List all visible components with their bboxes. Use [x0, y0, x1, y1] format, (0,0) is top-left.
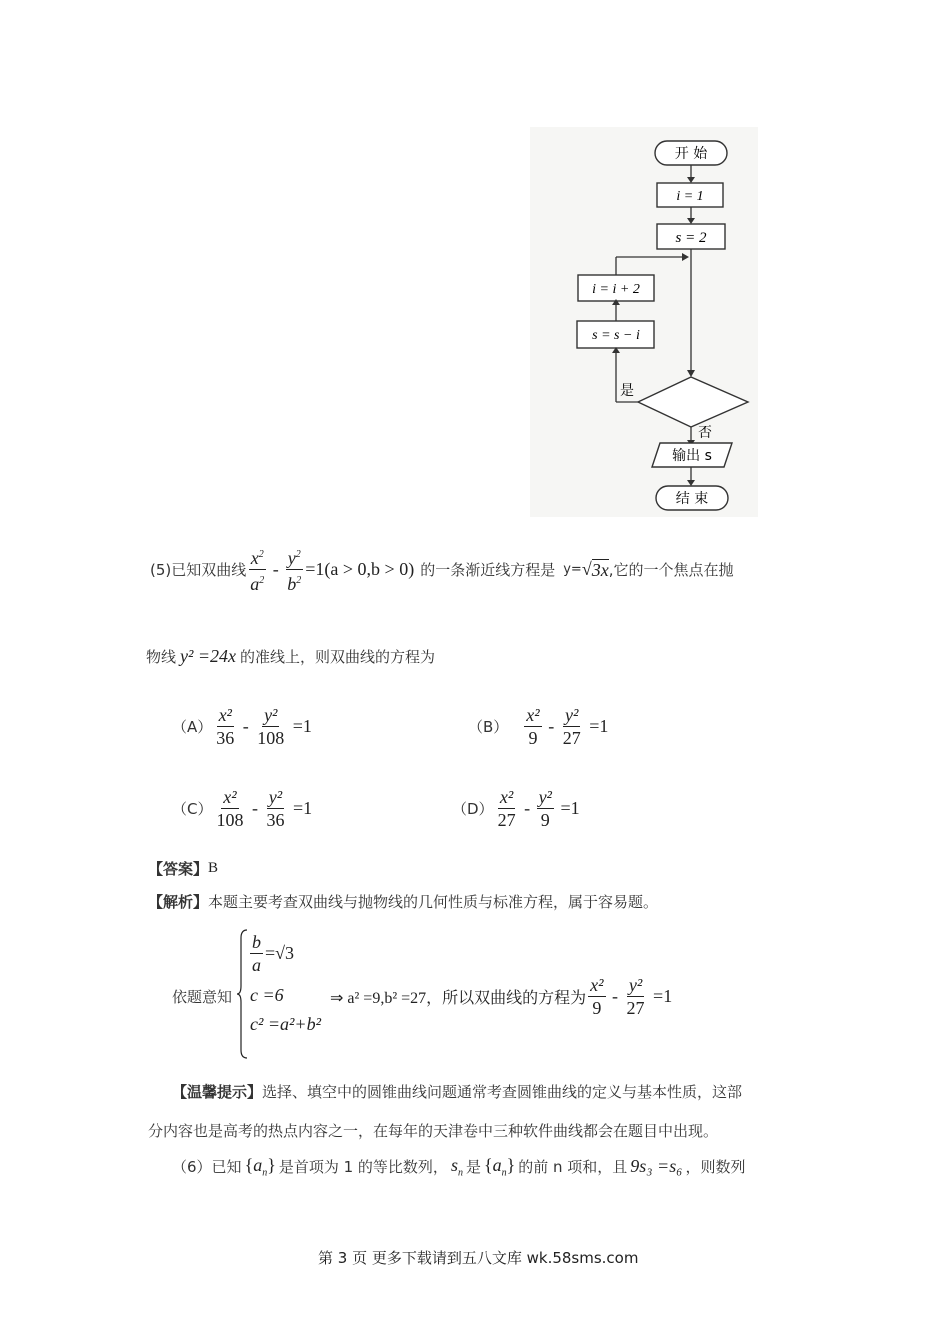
option-a-den1: 36 [216, 728, 235, 748]
q5-frac-x: $\frac{x^2}{a^2}$ [248, 545, 266, 594]
q5-line2-end: 的准线上，则双曲线的方程为 [240, 648, 436, 666]
q5-parabola: y² =24x [180, 646, 237, 666]
option-c-num2: y² [268, 787, 283, 807]
tip-text1: 选择、填空中的圆锥曲线问题通常考查圆锥曲线的定义与基本性质，这部 [262, 1083, 743, 1101]
flow-end-text: 结 束 [675, 491, 709, 507]
q5-intro: 已知双曲线 [171, 561, 247, 579]
option-d-den1: 27 [497, 810, 516, 830]
flow-no-label: 否 [698, 425, 712, 441]
q5-asymptote-prefix: y= [563, 562, 582, 577]
flow-output-text: 输出 s [672, 448, 712, 464]
option-b-num1: x² [526, 705, 540, 725]
tip-text2: 分内容也是高考的热点内容之一，在每年的天津卷中三种软件曲线都会在题目中出现。 [148, 1122, 719, 1140]
q6-text3: 是 [465, 1158, 481, 1177]
flow-yes-label: 是 [620, 383, 634, 399]
analysis-line [148, 891, 658, 912]
q6-text4: 的前 n 项和，且 [518, 1158, 628, 1177]
option-c-den2: 36 [266, 810, 285, 830]
final-num2: y² [628, 975, 643, 995]
system-eq3: c² =a²+b² [250, 1014, 321, 1034]
q5-text-end: ,它的一个焦点在抛 [608, 561, 734, 579]
final-den1: 9 [592, 998, 602, 1018]
result-text: ⇒ a² =9,b² =27，所以双曲线的方程为 [330, 990, 587, 1007]
q5-condition: =1(a > 0,b > 0) [305, 559, 415, 579]
flow-update-i-text: i = i + 2 [592, 282, 640, 297]
by-meaning: 依题意知 [172, 988, 233, 1006]
q5-number: (5) [150, 560, 172, 579]
option-a[interactable]: （A） $\frac{\text{x²}}{36}$ - $\frac{\text{y²}}{108}$ =1 [172, 705, 312, 748]
option-b-num2: y² [564, 705, 579, 725]
option-d-num2: y² [538, 787, 552, 807]
tip-label: 【温馨提示】 [172, 1083, 263, 1101]
option-b-den2: 27 [562, 728, 581, 748]
system-eq2: c =6 [250, 985, 284, 1005]
answer-value: B [208, 860, 219, 876]
option-a-den2: 108 [257, 728, 285, 748]
q6-cond: 9s₃ =s₆ [630, 1156, 683, 1177]
q6-text5: ，则数列 [685, 1158, 746, 1177]
q5-asymptote: 3x [591, 559, 609, 580]
tip-line1 [172, 1081, 742, 1102]
system-line1: $\frac{b}{a}$ =√3 [252, 932, 295, 975]
q6-number: （6） [172, 1158, 212, 1177]
option-b-label: （B） [468, 718, 509, 736]
option-d-num1: x² [499, 787, 514, 807]
q5-line1: (5) 已知双曲线 $\frac{x^2}{a^2}$ - $\frac{y^2}{b^2}$ =1(a > 0,b > 0) 的一条渐近线方程是 y= √ 3x ,它的一个焦点在抛 [150, 545, 733, 594]
flowchart [520, 125, 760, 520]
sqrt-icon: √ [581, 559, 592, 579]
option-b-den1: 9 [528, 728, 538, 748]
option-c-label: （C） [172, 800, 213, 818]
result-line: ⇒ a² =9,b² =27，所以双曲线的方程为 $\frac{\text{x²}}{9}$ - $\frac{\text{y²}}{27}$ =1 [330, 975, 673, 1018]
q5-line2 [146, 646, 435, 667]
analysis-text: 本题主要考查双曲线与抛物线的几何性质与标准方程，属于容易题。 [208, 893, 659, 911]
option-a-label: （A） [172, 718, 213, 736]
q6-text2: 是首项为 1 的等比数列， [278, 1158, 448, 1177]
q6-seq: a [253, 1155, 263, 1175]
flow-start-text: 开 始 [674, 146, 708, 162]
q5-text-mid: 的一条渐近线方程是 [420, 561, 556, 579]
q5-line2-start: 物线 [146, 648, 177, 666]
brace-icon [236, 928, 248, 1060]
final-den2: 27 [626, 998, 645, 1018]
q6-line: （6） 已知 $\{a_n\}$ 是首项为 1 的等比数列， $s_n$ 是 $\{a_n\}$ 的前 n 项和，且 9s₃ =s₆ ，则数列 [172, 1155, 746, 1179]
flow-init-s-text: s = 2 [675, 230, 707, 246]
analysis-label: 【解析】 [148, 893, 209, 911]
q6-sn: s [450, 1155, 458, 1175]
option-c-num1: x² [223, 787, 237, 807]
q6-text1: 已知 [211, 1158, 242, 1177]
option-c[interactable]: （C） $\frac{\text{x²}}{108}$ - $\frac{\text{y²}}{36}$ =1 [172, 787, 313, 830]
page-footer: 第 3 页 更多下载请到五八文库 wk.58sms.com [318, 1249, 639, 1267]
system-eq1: =√3 [265, 943, 295, 963]
flow-init-i-text: i = 1 [676, 189, 704, 204]
option-c-den1: 108 [216, 810, 244, 830]
option-d-den2: 9 [540, 810, 550, 830]
final-num1: x² [590, 975, 604, 995]
option-b[interactable]: （B） $\frac{\text{x²}}{9}$ - $\frac{\text{y²}}{27}$ =1 [468, 705, 609, 748]
option-a-num2: y² [264, 705, 278, 725]
flow-update-s-text: s = s − i [592, 328, 640, 343]
q5-frac-y: $\frac{y^2}{b^2}$ [285, 545, 303, 594]
answer-label: 【答案】 [148, 860, 209, 878]
option-a-num1: x² [218, 705, 232, 725]
answer-line [148, 858, 218, 879]
option-d[interactable]: （D） $\frac{\text{x²}}{27}$ - $\frac{\text{y²}}{9}$ =1 [452, 787, 580, 830]
option-d-label: （D） [452, 800, 494, 818]
